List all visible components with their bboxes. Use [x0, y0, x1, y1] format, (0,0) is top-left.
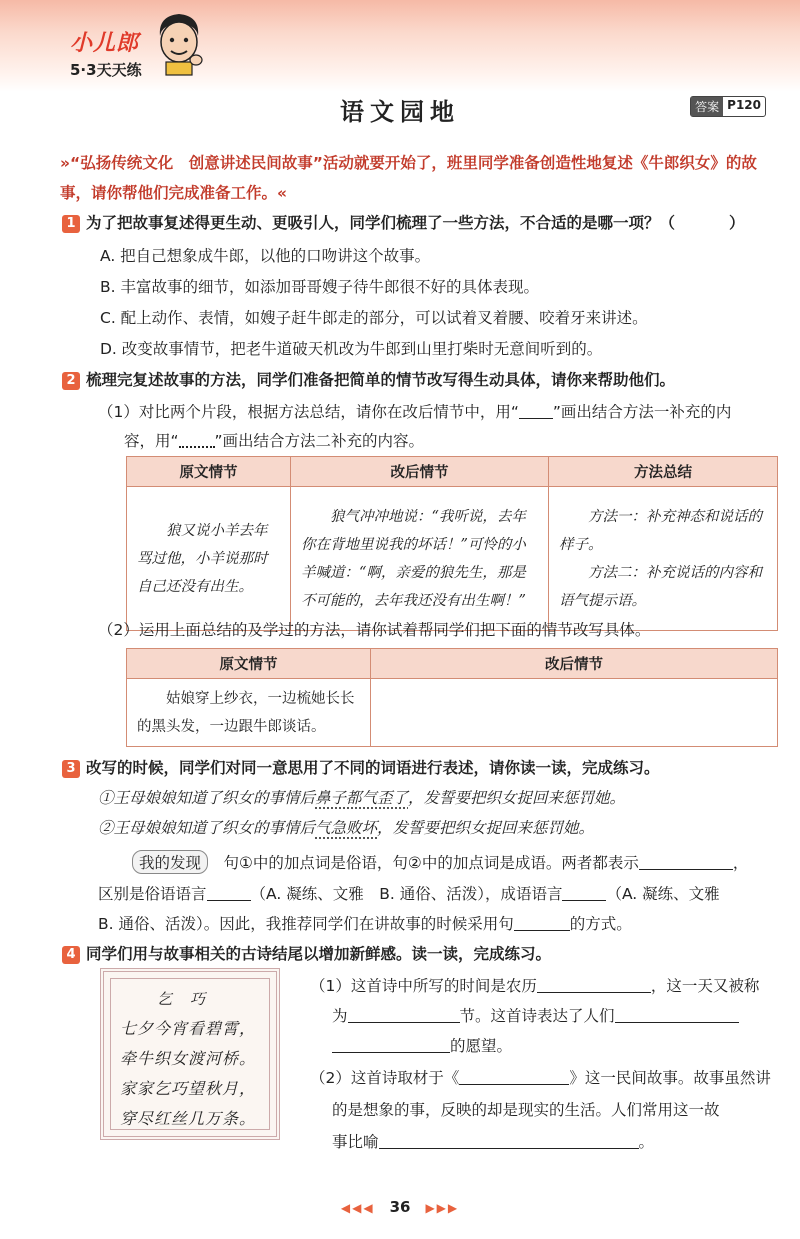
rewrite-answer-cell[interactable] — [371, 679, 778, 747]
intro-text — [60, 148, 780, 208]
blank-festival[interactable] — [348, 1007, 460, 1023]
question-stem: 同学们用与故事相关的古诗结尾以增加新鲜感。读一读，完成练习。 — [86, 945, 552, 963]
discovery-text: （A. 凝练、文雅 — [606, 885, 720, 903]
discovery-text: B. 通俗、活泼）。因此，我推荐同学们在讲故事的时候采用句 — [98, 915, 514, 933]
poem-title: 乞巧 — [156, 990, 223, 1008]
table-header: 方法总结 — [549, 457, 778, 487]
q4-sub2-line3 — [332, 1130, 654, 1152]
question-stem: 为了把故事复述得更生动、更吸引人，同学们梳理了一些方法，不合适的是哪一项？（ — [86, 214, 676, 232]
left-arrows-icon: ◀◀◀ — [340, 1201, 375, 1215]
blank-idiom-choice[interactable] — [562, 885, 606, 901]
q2-sub1-text-c: 容，用“ — [124, 432, 179, 450]
blank-meaning[interactable] — [639, 854, 733, 870]
question-stem: 梳理完复述故事的方法，同学们准备把简单的情节改写得生动具体，请你来帮助他们。 — [86, 371, 676, 389]
q2-sub1-line2 — [124, 429, 424, 451]
table-header: 原文情节 — [127, 649, 371, 679]
discovery-line2 — [98, 882, 720, 904]
page-number: 36 — [389, 1198, 411, 1216]
intro-arrow-right: « — [277, 184, 288, 202]
q4-text: 》这一民间故事。故事虽然讲 — [569, 1069, 771, 1087]
discovery-text: （A. 凝练、文雅 B. 通俗、活泼），成语语言 — [250, 885, 563, 903]
option-d: D. 改变故事情节，把老牛道破天机改为牛郎到山里打柴时无意间听到的。 — [100, 340, 603, 358]
question-4 — [62, 942, 551, 964]
q4-sub1-line2 — [332, 1004, 739, 1026]
poem-line: 家家乞巧望秋月， — [120, 1079, 257, 1098]
original-passage: 姑娘穿上纱衣，一边梳她长长的黑头发，一边跟牛郎谈话。 — [127, 679, 371, 747]
bracket-close: ） — [729, 214, 745, 232]
q2-sub2: （2）运用上面总结的及学过的方法，请你试着帮同学们把下面的情节改写具体。 — [98, 621, 651, 639]
page-footer — [0, 1196, 800, 1217]
poem-card — [100, 968, 280, 1140]
q4-text: 节。这首诗表达了人们 — [459, 1007, 615, 1025]
question-number: 3 — [62, 760, 80, 778]
sentence-text: ，发誓要把织女捉回来惩罚她。 — [408, 789, 626, 807]
dotted-words: 鼻子都气歪了 — [315, 789, 409, 807]
blank-slang-choice[interactable] — [207, 885, 251, 901]
punctuation: ， — [732, 854, 749, 872]
wavy-underline-sample — [179, 434, 215, 448]
blank-sentence-choice[interactable] — [514, 915, 570, 931]
q4-text: （2）这首诗取材于《 — [310, 1069, 460, 1087]
page-title: 语文园地 — [340, 98, 460, 126]
blank-metaphor[interactable] — [379, 1133, 639, 1149]
q2-sub1-text-b: ”画出结合方法一补充的内 — [552, 403, 732, 421]
discovery-tag: 我的发现 — [132, 850, 208, 874]
answer-page: P120 — [727, 98, 761, 112]
discovery-line3 — [98, 912, 632, 934]
answer-reference — [690, 96, 766, 117]
table-header: 改后情节 — [371, 649, 778, 679]
brand-logo — [70, 26, 142, 80]
discovery-text: 句①中的加点词是俗语，句②中的加点词是成语。两者都表示 — [223, 854, 639, 872]
sentence-text: ②王母娘娘知道了织女的事情后 — [98, 819, 316, 837]
blank-lunar-date[interactable] — [537, 977, 651, 993]
sentence-2 — [98, 816, 594, 838]
q4-text: 为 — [332, 1007, 348, 1025]
option-c: C. 配上动作、表情，如嫂子赶牛郎走的部分，可以试着叉着腰、咬着牙来讲述。 — [100, 309, 648, 327]
poem-line: 穿尽红丝几万条。 — [120, 1109, 257, 1128]
method-summary — [549, 487, 778, 631]
intro-body: “弘扬传统文化 创意讲述民间故事”活动就要开始了，班里同学准备创造性地复述《牛郎织女》的故事，请你帮他们完成准备工作。 — [60, 154, 757, 202]
method-two: 方法二：补充说话的内容和语气提示语。 — [559, 564, 762, 609]
q4-text: ，这一天又被称 — [650, 977, 760, 995]
logo-main-text: 小儿郎 — [70, 31, 140, 56]
question-3 — [62, 756, 660, 778]
q4-sub1-line1 — [310, 974, 759, 996]
question-1 — [62, 211, 745, 233]
table-header: 原文情节 — [127, 457, 291, 487]
dotted-words: 气急败坏 — [315, 819, 378, 837]
rewrite-table — [126, 648, 778, 747]
intro-arrow-left: » — [60, 154, 71, 172]
comparison-table — [126, 456, 778, 631]
answer-label: 答案 — [691, 97, 723, 116]
q4-sub1-line3 — [332, 1034, 512, 1056]
q2-sub1-text-d: ”画出结合方法二补充的内容。 — [214, 432, 425, 450]
q4-text: 的愿望。 — [450, 1037, 513, 1055]
question-2 — [62, 368, 675, 390]
q4-text: 事比喻 — [332, 1133, 379, 1151]
q4-sub2-line1 — [310, 1066, 771, 1088]
q2-sub1-text-a: （1）对比两个片段，根据方法总结，请你在改后情节中，用“ — [98, 403, 519, 421]
question-number: 1 — [62, 215, 80, 233]
right-arrows-icon: ▶▶▶ — [425, 1201, 460, 1215]
q4-sub2-line2: 的是想象的事，反映的却是现实的生活。人们常用这一故 — [332, 1101, 720, 1119]
sentence-text: ①王母娘娘知道了织女的事情后 — [98, 789, 316, 807]
question-number: 2 — [62, 372, 80, 390]
sentence-text: ，发誓要把织女捉回来惩罚她。 — [377, 819, 595, 837]
poem-line: 牵牛织女渡河桥。 — [120, 1049, 257, 1068]
revised-passage[interactable]: 狼气冲冲地说：“我听说，去年你在背地里说我的坏话！”可怜的小羊喊道：“啊，亲爱的狼先生，那是不可能的，去年我还没有出生啊！” — [291, 487, 549, 631]
q4-text: （1）这首诗中所写的时间是农历 — [310, 977, 537, 995]
logo-sub-text: 5·3天天练 — [70, 61, 142, 79]
straight-underline-sample — [519, 403, 553, 419]
sentence-1 — [98, 786, 625, 808]
method-one: 方法一：补充神态和说话的样子。 — [559, 508, 762, 553]
option-a: A. 把自己想象成牛郎，以他的口吻讲这个故事。 — [100, 247, 431, 265]
blank-wish-part2[interactable] — [332, 1037, 450, 1053]
table-header: 改后情节 — [291, 457, 549, 487]
option-b: B. 丰富故事的细节，如添加哥哥嫂子待牛郎很不好的具体表现。 — [100, 278, 539, 296]
mascot-boy-icon — [152, 10, 206, 76]
question-number: 4 — [62, 946, 80, 964]
blank-story-name[interactable] — [459, 1069, 569, 1085]
original-passage: 狼又说小羊去年骂过他，小羊说那时自己还没有出生。 — [127, 487, 291, 631]
discovery-text: 的方式。 — [569, 915, 632, 933]
blank-wish-part1[interactable] — [615, 1007, 739, 1023]
q4-text: 。 — [638, 1133, 655, 1151]
poem-line: 七夕今宵看碧霄， — [120, 1019, 257, 1038]
discovery-text: 区别是俗语语言 — [98, 885, 207, 903]
q2-sub1-line1 — [98, 400, 731, 422]
question-stem: 改写的时候，同学们对同一意思用了不同的词语进行表述，请你读一读，完成练习。 — [86, 759, 660, 777]
discovery-line1 — [132, 850, 748, 874]
